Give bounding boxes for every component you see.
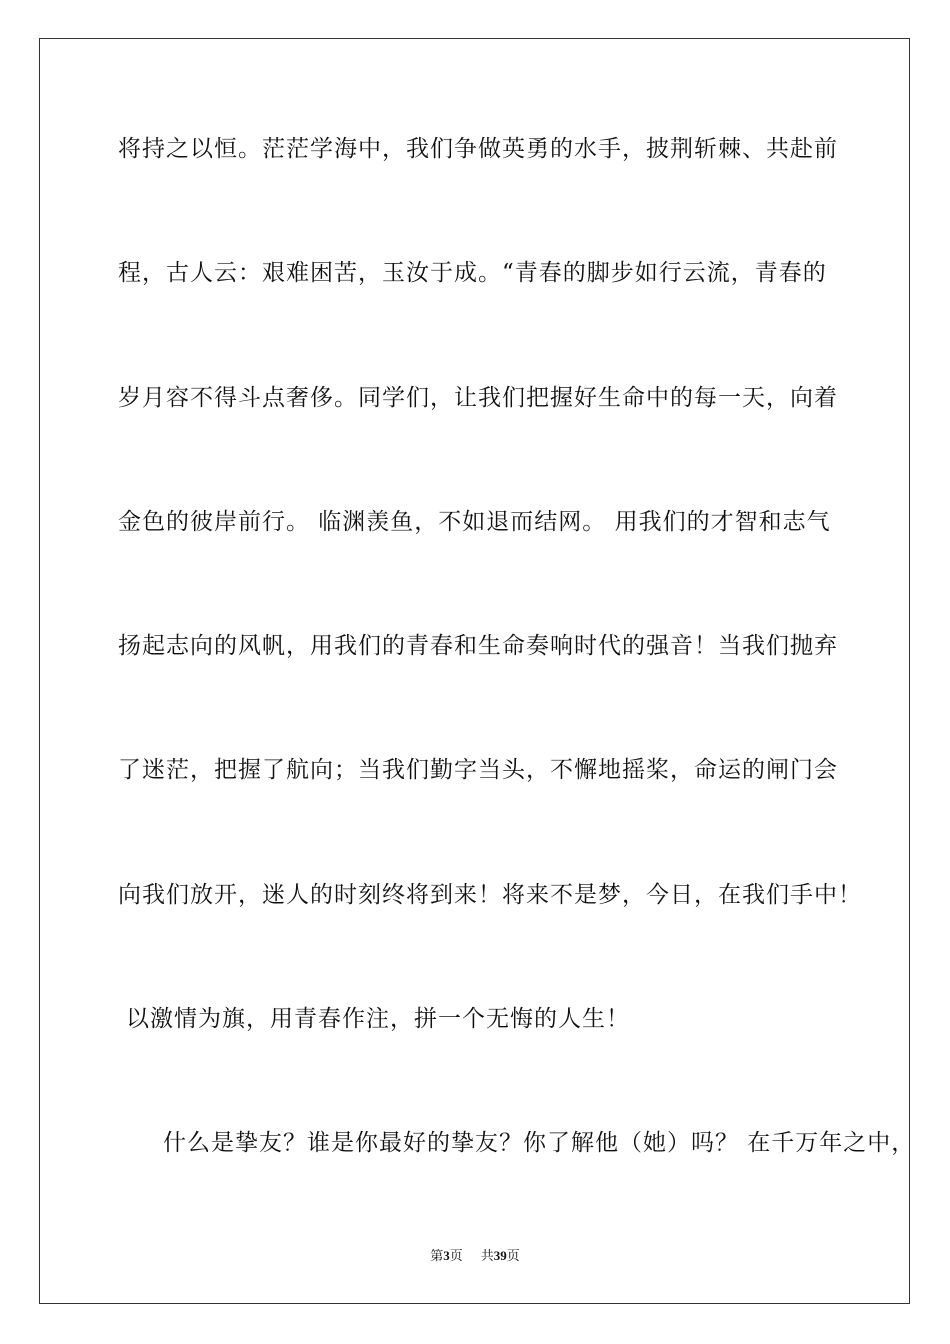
paragraph-start-line: 什么是挚友？谁是你最好的挚友？你了解他（她）吗？ 在千万年之中，	[163, 1130, 916, 1156]
body-text-line: 程，古人云：艰难困苦，玉汝于成。“青春的脚步如行云流，青春的	[118, 260, 827, 286]
total-prefix: 共	[480, 1249, 494, 1264]
body-text-line: 扬起志向的风帆，用我们的青春和生命奏响时代的强音！当我们抛弃	[118, 633, 838, 659]
body-text-line: 了迷茫，把握了航向；当我们勤字当头，不懈地摇桨，命运的闸门会	[118, 757, 838, 783]
body-text-line: 以激情为旗，用青春作注，拼一个无悔的人生！	[126, 1006, 630, 1032]
page-frame	[39, 38, 916, 1304]
total-suffix: 页	[506, 1249, 520, 1264]
body-text-line: 向我们放开，迷人的时刻终将到来！将来不是梦，今日，在我们手中！	[118, 882, 862, 908]
body-text-line: 金色的彼岸前行。 临渊羡鱼，不如退而结网。 用我们的才智和志气	[118, 509, 831, 535]
page-footer	[0, 1247, 950, 1266]
body-text-line: 岁月容不得斗点奢侈。同学们，让我们把握好生命中的每一天，向着	[118, 385, 838, 411]
page-number: 3	[443, 1248, 450, 1263]
total-pages: 39	[493, 1248, 507, 1263]
page-prefix: 第	[430, 1249, 444, 1264]
body-text-line: 将持之以恒。茫茫学海中，我们争做英勇的水手，披荆斩棘、共赴前	[118, 136, 838, 162]
page-suffix: 页	[449, 1249, 463, 1264]
